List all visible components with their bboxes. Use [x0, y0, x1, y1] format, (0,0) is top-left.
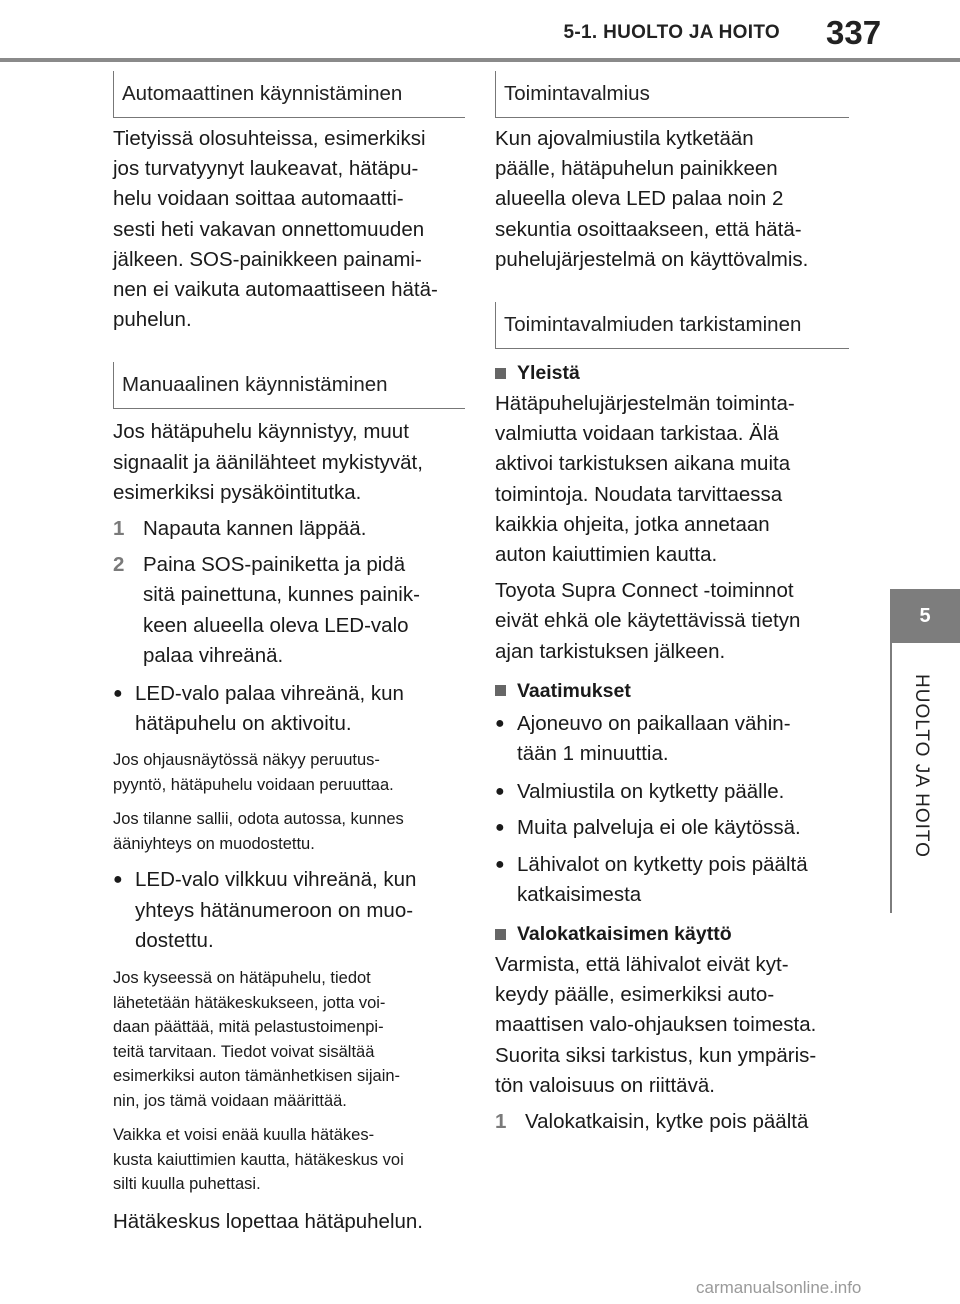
text-line: tään 1 minuuttia. [517, 742, 669, 766]
text-line: ajan tarkistuksen jälkeen. [495, 639, 726, 663]
step-switch-off [495, 1107, 849, 1137]
text-line: hätäpuhelu on aktivoitu. [135, 712, 352, 736]
subheading-requirements [495, 677, 849, 705]
bullet-led-on [113, 679, 465, 739]
text-line: Hätäpuhelujärjestelmän toiminta- [495, 392, 795, 416]
text-line: dostettu. [135, 928, 214, 952]
text-line: Vaikka et voisi enää kuulla hätäkes- [113, 1126, 375, 1145]
text-line: silti kuulla puhettasi. [113, 1175, 261, 1194]
step-number: 1 [113, 517, 125, 541]
chapter-tab-number[interactable] [890, 589, 960, 643]
paragraph-light-switch [495, 950, 849, 1101]
text-line: Tietyissä olosuhteissa, esimerkiksi [113, 127, 426, 150]
text-line: Paina SOS-painiketta ja pidä [143, 553, 406, 577]
paragraph-automatic-start [113, 124, 465, 335]
text-line: pyyntö, hätäpuhelu voidaan peruuttaa. [113, 775, 394, 794]
requirement-item [495, 777, 849, 807]
text-line: Valmiustila on kytketty päälle. [517, 780, 785, 804]
requirement-item [495, 709, 849, 769]
text-line: Suorita siksi tarkistus, kun ympäris- [495, 1043, 817, 1067]
bullet-dot-icon: ● [113, 871, 123, 889]
text-line: Toyota Supra Connect -toiminnot [495, 579, 794, 603]
requirement-item [495, 813, 849, 843]
bullet-led-blink [113, 865, 465, 956]
text-line: kusta kaiuttimien kautta, hätäkeskus voi [113, 1150, 404, 1169]
square-bullet-icon [495, 368, 506, 379]
text-line: aktivoi tarkistuksen aikana muita [495, 452, 791, 476]
page-number: 337 [826, 14, 882, 51]
paragraph-manual-start [113, 417, 465, 508]
text-line: LED-valo vilkkuu vihreänä, kun [135, 868, 417, 892]
step-2 [113, 550, 465, 671]
text-line: Varmista, että lähivalot eivät kyt- [495, 953, 789, 977]
heading-manual-start: Manuaalinen käynnistäminen [113, 362, 465, 409]
right-column [495, 70, 849, 1137]
text-line: tön valoisuus on riittävä. [495, 1073, 715, 1097]
subheading-text: Yleistä [517, 362, 580, 385]
text-line: keen alueella oleva LED-valo [143, 613, 409, 637]
text-line: eivät ehkä ole käytettävissä tietyn [495, 609, 801, 633]
text-line: teitä tarvitaan. Tiedot voivat sisältää [113, 1042, 375, 1061]
chapter-number: 5 [919, 604, 931, 627]
step-number: 2 [113, 553, 125, 577]
bullet-dot-icon: ● [495, 783, 505, 801]
note-still-hear [113, 1123, 465, 1197]
text-line: esimerkiksi pysäköintitutka. [113, 480, 362, 504]
text-line: auton kaiuttimien kautta. [495, 543, 718, 567]
text-line: keydy päälle, esimerkiksi auto- [495, 983, 775, 1007]
paragraph-toyota-connect [495, 576, 849, 667]
note-data-sent [113, 966, 465, 1113]
square-bullet-icon [495, 685, 506, 696]
requirement-item [495, 850, 849, 910]
text-line: maattisen valo-ohjauksen toimesta. [495, 1013, 817, 1037]
text-line: puhelun. [113, 308, 192, 332]
text-line: Jos hätäpuhelu käynnistyy, muut [113, 420, 409, 444]
step-number: 1 [495, 1110, 507, 1134]
text-line: Jos ohjausnäytössä näkyy peruutus- [113, 751, 380, 770]
text-line: palaa vihreänä. [143, 643, 284, 667]
bullet-dot-icon: ● [495, 819, 505, 837]
text-line: LED-valo palaa vihreänä, kun [135, 682, 404, 706]
subheading-text: Valokatkaisimen käyttö [517, 923, 732, 946]
chapter-tab-label: HUOLTO JA HOITO [911, 674, 932, 858]
text-line: Lähivalot on kytketty pois päältä [517, 852, 808, 876]
text-line: sekuntia osoittaakseen, että hätä- [495, 217, 802, 241]
text-line: sitä painettuna, kunnes painik- [143, 583, 420, 607]
note-cancel [113, 748, 465, 797]
text-line: sesti heti vakavan onnettomuuden [113, 217, 425, 241]
text-line: alueella oleva LED palaa noin 2 [495, 187, 784, 211]
text-line: Jos tilanne sallii, odota autossa, kunnes [113, 810, 404, 829]
bullet-dot-icon: ● [495, 855, 505, 873]
text-line: signaalit ja äänilähteet mykistyvät, [113, 450, 423, 474]
text-line: kaikkia ohjeita, jotka annetaan [495, 512, 770, 536]
heading-readiness-check: Toimintavalmiuden tarkistaminen [495, 302, 849, 349]
subheading-text: Vaatimukset [517, 679, 631, 702]
text-line: päälle, hätäpuhelun painikkeen [495, 157, 778, 181]
paragraph-readiness [495, 124, 849, 275]
header-rule [0, 58, 960, 62]
text-line: Ajoneuvo on paikallaan vähin- [517, 711, 791, 735]
text-line: helu voidaan soittaa automaatti- [113, 187, 404, 211]
text-line: jälkeen. SOS-painikkeen painami- [113, 247, 422, 271]
text-line: Hätäkeskus lopettaa hätäpuhelun. [113, 1209, 424, 1233]
text-line: nen ei vaikuta automaattiseen hätä- [113, 278, 438, 302]
text-line: esimerkiksi auton tämänhetkisen sijain- [113, 1067, 401, 1086]
bullet-dot-icon: ● [113, 685, 123, 703]
text-line: yhteys hätänumeroon on muo- [135, 898, 414, 922]
bullet-dot-icon: ● [495, 714, 505, 732]
subheading-light-switch [495, 920, 849, 948]
text-line: katkaisimesta [517, 882, 642, 906]
text-line: ääniyhteys on muodostettu. [113, 834, 315, 853]
subheading-general [495, 359, 849, 387]
paragraph-general [495, 389, 849, 570]
text-line: Jos kyseessä on hätäpuhelu, tiedot [113, 969, 371, 988]
step-1 [113, 514, 465, 544]
note-wait [113, 807, 465, 856]
paragraph-end-call [113, 1207, 465, 1237]
text-line: Kun ajovalmiustila kytketään [495, 127, 754, 150]
running-header: 5-1. HUOLTO JA HOITO [563, 22, 780, 43]
step-text: Valokatkaisin, kytke pois päältä [525, 1110, 809, 1134]
text-line: jos turvatyynyt laukeavat, hätäpu- [113, 157, 419, 181]
text-line: puhelujärjestelmä on käyttövalmis. [495, 247, 809, 271]
text-line: toimintoja. Noudata tarvittaessa [495, 482, 783, 506]
heading-readiness: Toimintavalmius [495, 71, 849, 118]
square-bullet-icon [495, 929, 506, 940]
heading-automatic-start: Automaattinen käynnistäminen [113, 71, 465, 118]
text-line: lähetetään hätäkeskukseen, jotta voi- [113, 993, 386, 1012]
text-line: nin, jos tämä voidaan määrittää. [113, 1091, 347, 1110]
text-line: Napauta kannen läppää. [143, 517, 367, 541]
text-line: valmiutta voidaan tarkistaa. Älä [495, 422, 779, 446]
text-line: daan päättää, mitä pelastustoimenpi- [113, 1018, 384, 1037]
text-line: Muita palveluja ei ole käytössä. [517, 816, 801, 840]
left-column [113, 70, 465, 1237]
watermark: carmanualsonline.info [696, 1278, 862, 1297]
